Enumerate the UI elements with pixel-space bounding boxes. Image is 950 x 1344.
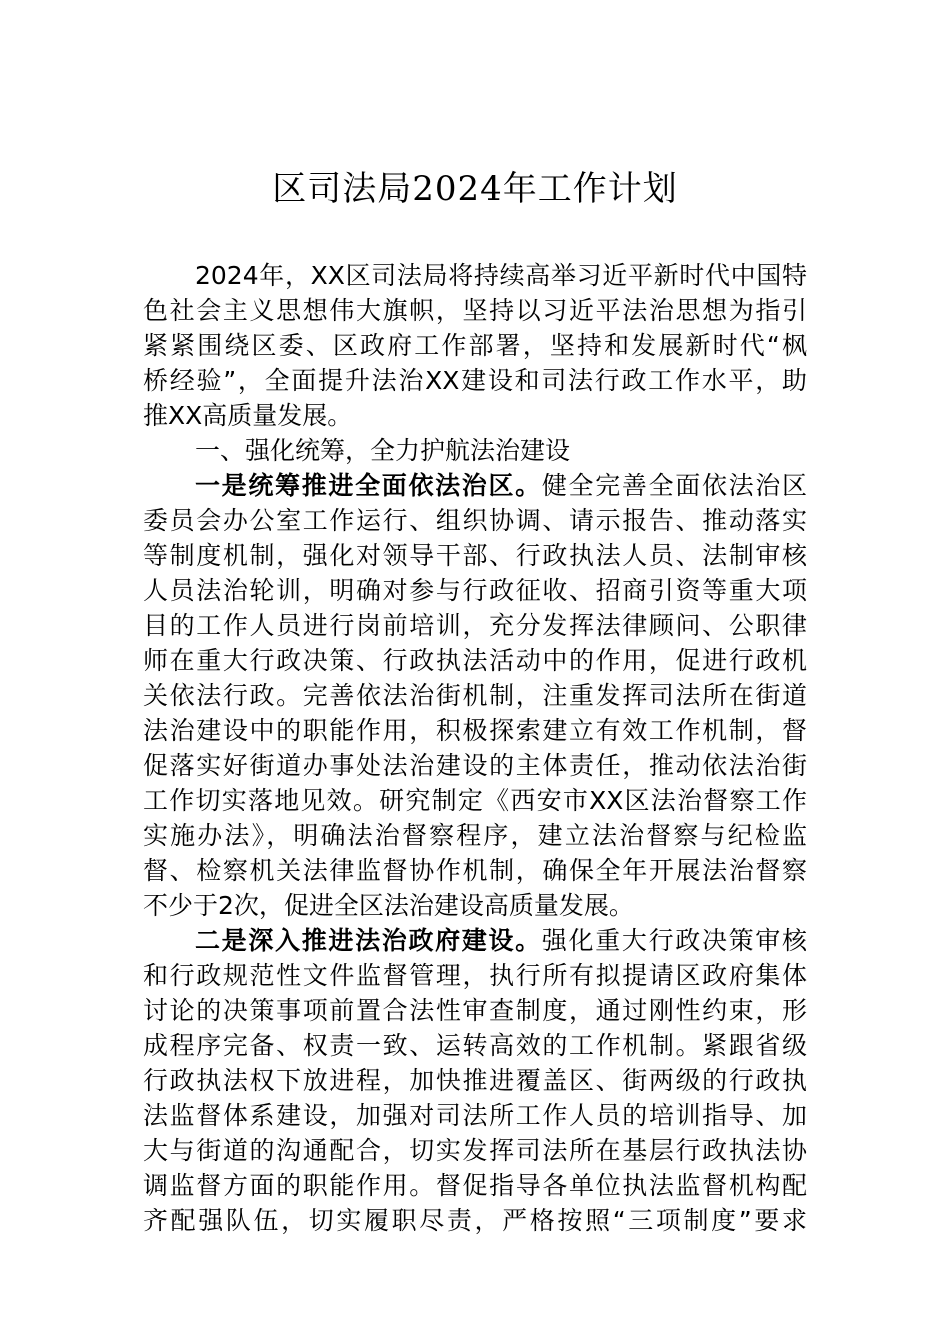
- paragraph-line: 和行政规范性文件监督管理，执行所有拟提请区政府集体: [143, 961, 807, 990]
- paragraph-line: 委员会办公室工作运行、组织协调、请示报告、推动落实: [143, 506, 807, 535]
- paragraph-line: 促落实好街道办事处法治建设的主体责任，推动依法治街: [143, 751, 807, 780]
- paragraph-lead: 一是统筹推进全面依法治区。: [195, 471, 542, 500]
- paragraph-line: 紧紧围绕区委、区政府工作部署，坚持和发展新时代“枫: [143, 331, 807, 360]
- document-title: 区司法局2024年工作计划: [272, 169, 678, 209]
- paragraph-line: 行政执法权下放进程，加快推进覆盖区、街两级的行政执: [143, 1066, 807, 1095]
- paragraph-line: 师在重大行政决策、行政执法活动中的作用，促进行政机: [143, 646, 807, 675]
- paragraph-line-text: 强化重大行政决策审核: [541, 926, 807, 955]
- paragraph-line: 齐配强队伍，切实履职尽责，严格按照“三项制度”要求: [143, 1206, 807, 1235]
- paragraph-first-line: [143, 468, 807, 503]
- paragraph-line: 法治建设中的职能作用，积极探索建立有效工作机制，督: [143, 716, 807, 745]
- paragraph-lead: 二是深入推进法治政府建设。: [195, 926, 542, 955]
- paragraph-line: 调监督方面的职能作用。督促指导各单位执法监督机构配: [143, 1171, 807, 1200]
- paragraph-line: 大与街道的沟通配合，切实发挥司法所在基层行政执法协: [143, 1136, 807, 1165]
- paragraph-line: 成程序完备、权责一致、运转高效的工作机制。紧跟省级: [143, 1031, 807, 1060]
- paragraph-line: 工作切实落地见效。研究制定《西安市XX区法治督察工作: [143, 786, 807, 815]
- paragraph-first-line: [143, 923, 807, 958]
- paragraph-line: 色社会主义思想伟大旗帜，坚持以习近平法治思想为指引: [143, 296, 807, 325]
- paragraph-line: 等制度机制，强化对领导干部、行政执法人员、法制审核: [143, 541, 807, 570]
- paragraph-line: 督、检察机关法律监督协作机制，确保全年开展法治督察: [143, 856, 807, 885]
- paragraph-line: 2024年，XX区司法局将持续高举习近平新时代中国特: [195, 261, 807, 290]
- paragraph-line: 关依法行政。完善依法治街机制，注重发挥司法所在街道: [143, 681, 807, 710]
- section-heading: 一、强化统筹，全力护航法治建设: [195, 436, 571, 465]
- paragraph-line: 讨论的决策事项前置合法性审查制度，通过刚性约束，形: [143, 996, 807, 1025]
- paragraph-line: 桥经验”，全面提升法治XX建设和司法行政工作水平，助: [143, 366, 807, 395]
- document-body: [143, 258, 807, 1238]
- paragraph-line: 推XX高质量发展。: [143, 401, 353, 430]
- paragraph-line: 人员法治轮训，明确对参与行政征收、招商引资等重大项: [143, 576, 807, 605]
- paragraph-line: 目的工作人员进行岗前培训，充分发挥法律顾问、公职律: [143, 611, 807, 640]
- paragraph-line: 不少于2次，促进全区法治建设高质量发展。: [143, 891, 634, 920]
- paragraph-line-text: 健全完善全面依法治区: [541, 471, 807, 500]
- paragraph-line: 实施办法》，明确法治督察程序，建立法治督察与纪检监: [143, 821, 807, 850]
- paragraph-line: 法监督体系建设，加强对司法所工作人员的培训指导、加: [143, 1101, 807, 1130]
